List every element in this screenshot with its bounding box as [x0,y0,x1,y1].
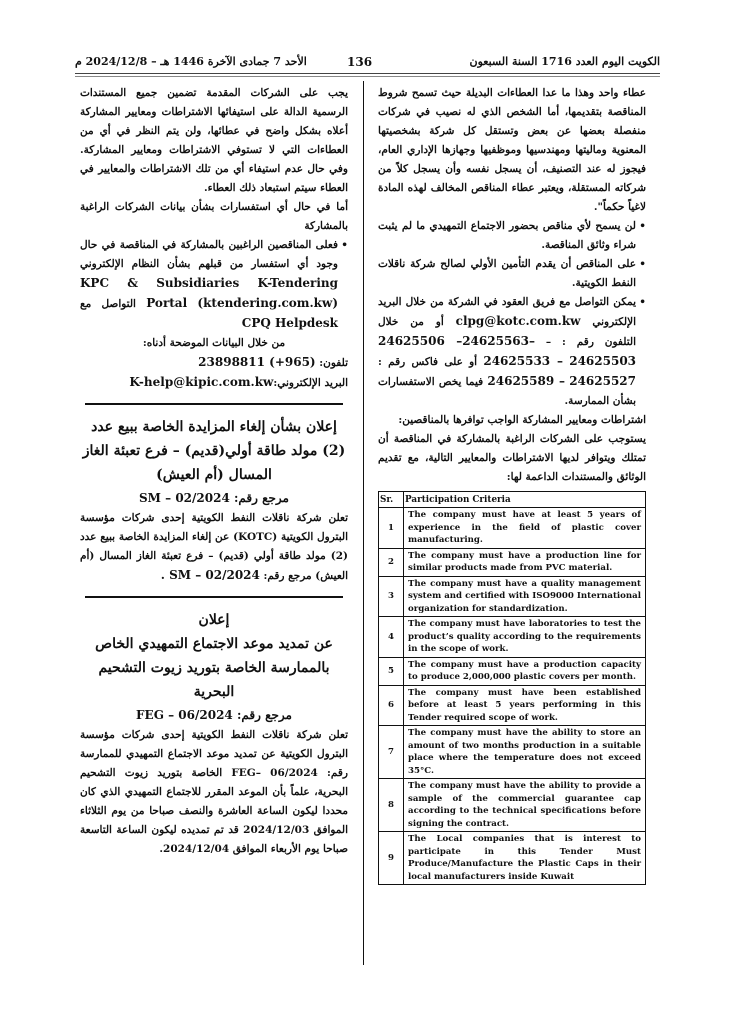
page-header [75,55,660,71]
criteria-heading: اشتراطات ومعايير المشاركة الواجب توافرها بالمناقصين: [398,414,646,426]
criteria-text: The company must have the ability to provide a sample of the commercial guarantee cap according to the technical specifications before signing the contract. [404,779,646,832]
table-row [379,508,646,549]
criteria-text: The company must have the ability to store an amount of two months production in a suitable place where the temperature does not exceed 35°C. [404,726,646,779]
criteria-text: The company must have a production line for similar products made from PVC material. [404,548,646,576]
row-number: 5 [379,657,404,685]
page-number: 136 [347,55,373,69]
via-data-line: من خلال البيانات الموضحة أدناه: [142,337,286,349]
notice2-reference [80,704,348,726]
row-number: 3 [379,576,404,617]
fax-text: أو على فاكس رقم : [378,356,478,368]
criteria-intro: يستوجب على الشركات الراغبة بالمشاركة في المناقصة أن تمتلك ويتوافر لديها الاشتراطات والمعايير التالية، مع تقديم الوثائق والمستندات الداعمة لها: [378,433,646,483]
portal-site-link[interactable]: (ktendering.com.kw) [197,296,339,310]
table-row [379,685,646,726]
section-divider [85,596,343,598]
row-number: 8 [379,779,404,832]
notice1-body-text: تعلن شركة ناقلات النفط الكويتية إحدى شركات مؤسسة البترول الكويتية (KOTC) عن إلغاء المزايدة الخاصة ببيع عدد (2) مولد طاقة أولي (قديم) – فرع تعبئة الغاز المسال (أم العيش) مرجع رقم: [80,512,348,582]
inquiries-line: أما في حال أي استفسارات بشأن بيانات الشركات الراغبة بالمشاركة [80,201,348,232]
criteria-text: The company must have laboratories to test the product’s quality according to the requirements in the scope of work. [404,617,646,658]
ref-value: FEG – 06/2024 [136,708,233,722]
email-label: البريد الإلكتروني: [273,377,348,389]
phone-number: 24625503 [569,354,637,368]
row-number: 2 [379,548,404,576]
criteria-text: The company must have been established before at least 5 years performing in this Tender required scope of work. [404,685,646,726]
fax-number: 24625589 – [487,374,565,388]
contact-email-link[interactable]: clpg@kotc.com.kw [455,314,581,328]
contact-text: يمكن التواصل مع فريق العقود في الشركة من خلال البريد الإلكتروني [378,296,636,328]
helpdesk-name: CPQ Helpdesk [241,316,338,330]
right-column [378,84,646,885]
header-criteria: Participation Criteria [404,492,646,508]
ref-label: مرجع رقم: [236,708,292,722]
phone-value: 23898811 (+965) [198,355,316,369]
criteria-text: The company must have a production capacity to produce 2,000,000 plastic covers per month. [404,657,646,685]
contact-phone-prefix: أو من خلال التلفون رقم : – [378,316,636,348]
phone-line [80,353,348,373]
documents-paragraph: يجب على الشركات المقدمة تضمين جميع المستندات الرسمية الدالة على استيفائها الاشتراطات ومعايير المشاركة أعلاه بشكل واضح في عطائها، ولن يتم النظر في أي من العطاءات التي لا تستوفي الاشتراطات ومعايير المشاركة. وفي حال عدم استيفاء أي من تلك الاشتراطات والمعايير في العطاء سيتم استبعاد ذلك العطاء. [80,87,348,194]
table-row [379,779,646,832]
email-line [80,373,348,393]
inquiries-bullet [80,236,348,334]
notice1-body [80,509,348,586]
publication-date: الأحد 7 جمادى الآخرة 1446 هـ – 2024/12/8 م [75,55,307,68]
portal-name: KPC & Subsidiaries K-Tendering Portal [80,276,338,310]
section-divider [85,403,343,405]
notice1-body-ref: . SM – 02/2024 [160,568,260,582]
notice1-title: إعلان بشأن إلغاء المزايدة الخاصة ببيع عدد (2) مولد طاقة أولي(قديم) – فرع تعبئة الغاز المسال (أم العيش) [82,419,346,483]
criteria-text: The company must have a quality management system and certified with ISO9000 International organization for standardization. [404,576,646,617]
publication-issue: الكويت اليوم العدد 1716 السنة السبعون [469,55,660,68]
column-divider [363,81,364,965]
table-row [379,576,646,617]
table-row [379,726,646,779]
phone-numbers: 24625506 –24625563– 24625533 – [378,334,563,368]
table-row [379,832,646,885]
row-number: 6 [379,685,404,726]
phone-number-last: 24625527 [569,374,636,388]
bullet-item: • على المناقص أن يقدم التأمين الأولي لصالح شركة ناقلات النفط الكويتية. [378,255,646,293]
inquiries-note: فيما يخص الاستفسارات بشأن الممارسة. [378,376,636,407]
table-row [379,548,646,576]
header-rule-secondary [75,76,660,77]
bullet-item: • لن يسمح لأي مناقص بحضور الاجتماع التمهيدي ما لم يثبت شراء وثائق المناقصة. [378,217,646,255]
ref-value: SM – 02/2024 [139,491,230,505]
left-column [80,84,348,859]
criteria-table [378,491,646,885]
table-header-row [379,492,646,508]
contact-with-text: التواصل مع [80,298,136,310]
criteria-text: The Local companies that is interest to participate in this Tender Must Produce/Manufacture the Plastic Caps in their local manufacturers inside Kuwait [404,832,646,885]
email-link[interactable]: K-help@kipic.com.kw [129,375,274,389]
row-number: 4 [379,617,404,658]
contact-bullet [378,293,646,411]
notice2-body: تعلن شركة ناقلات النفط الكويتية إحدى شركات مؤسسة البترول الكويتية عن تمديد موعد الاجتماع التمهيدي للممارسة رقم: FEG– 06/2024 الخاصة بتوريد زيوت التشحيم البحرية، علماً بأن الموعد المقرر للاجتماع التمهيدي الذي كان محددا ليكون الساعة العاشرة والنصف صباحا من يوم الثلاثاء الموافق 2024/12/03 قد تم تمديده ليكون الساعة التاسعة صباحا يوم الأربعاء الموافق 2024/12/04. [80,729,349,855]
notice2-title: عن تمديد موعد الاجتماع التمهيدي الخاص بالممارسة الخاصة بتوريد زيوت التشحيم البحرية [95,636,333,700]
notice2-heading: إعلان [198,612,230,628]
row-number: 9 [379,832,404,885]
header-rule [75,73,660,74]
row-number: 1 [379,508,404,549]
phone-label: تلفون: [319,357,348,369]
intro-paragraph: عطاء واحد وهذا ما عدا العطاءات البديلة حيث تسمح شروط المناقصة بتقديمها، أما الشخص الذي له نصيب في شركات منفصلة بعضها عن بعض وتستقل كل شركة بشخصيتها المعنوية وماليتها ومهندسيها وموظفيها وجهازها الإداري العام، فيجوز له عند التصنيف، أن يسجل نفسه وأن يسجل كلاً من شركاته المستقلة، ويعتبر عطاء المناقص المخالف لهذه المادة لاغياً حكماً". [378,87,646,213]
ref-label: مرجع رقم: [234,491,289,505]
notice1-reference [80,487,348,509]
row-number: 7 [379,726,404,779]
inquiries-bullet-text: فعلى المناقصين الراغبين بالمشاركة في المناقصة في حال وجود أي استفسار من قبلهم بشأن النظام الإلكتروني [80,239,338,270]
header-sr: Sr. [379,492,404,508]
table-row [379,617,646,658]
criteria-text: The company must have at least 5 years of experience in the field of plastic cover manufacturing. [404,508,646,549]
table-row [379,657,646,685]
